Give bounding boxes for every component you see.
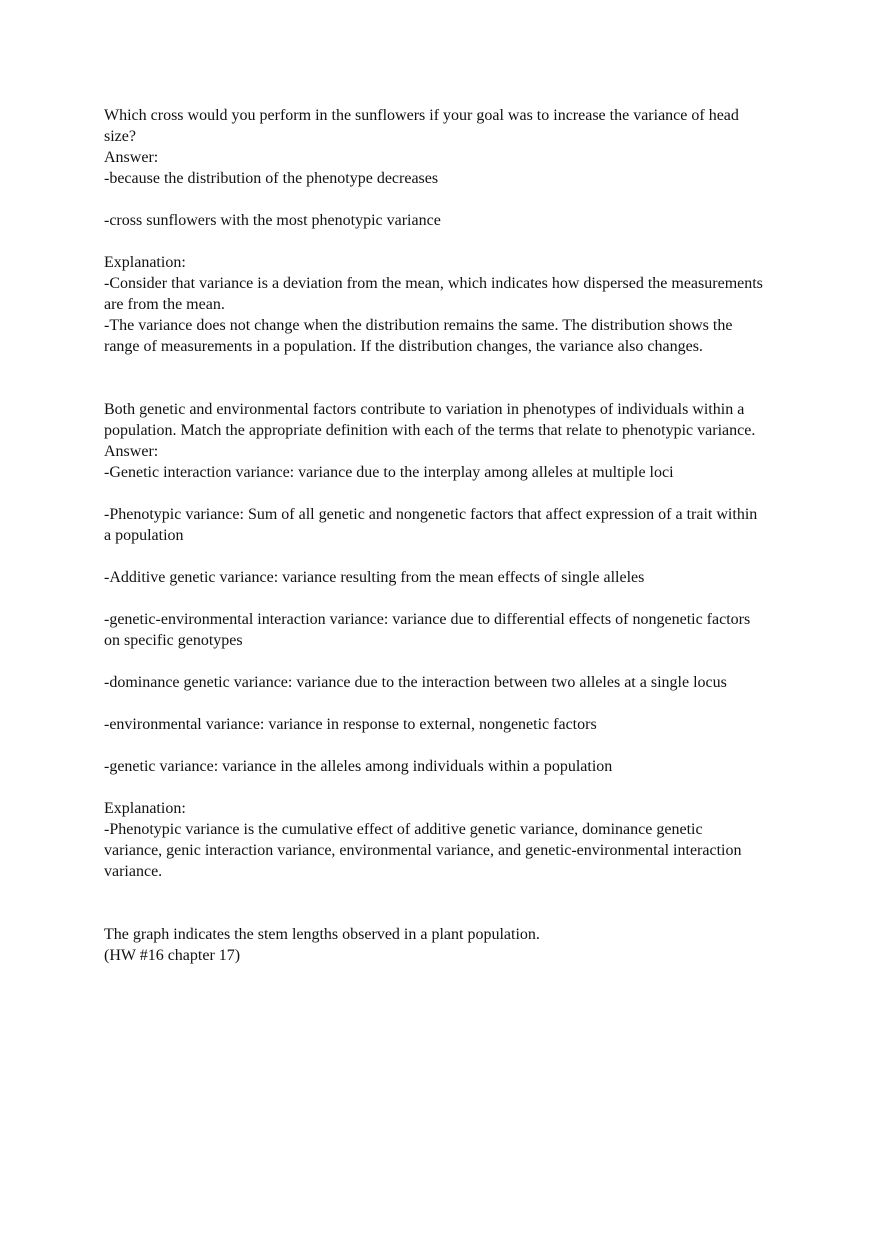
answer-item: -Phenotypic variance: Sum of all genetic and nongenetic factors that affect expression of a trait within a population <box>104 506 758 544</box>
homework-reference: (HW #16 chapter 17) <box>104 947 241 964</box>
answer-item: -environmental variance: variance in response to external, nongenetic factors <box>104 716 597 733</box>
explanation-item: -Consider that variance is a deviation from the mean, which indicates how dispersed the measurements are from the mean. <box>104 275 763 313</box>
explanation-label: Explanation: <box>104 254 186 271</box>
question-3-block <box>104 924 764 966</box>
answer-label: Answer: <box>104 149 159 166</box>
explanation-item: -Phenotypic variance is the cumulative effect of additive genetic variance, dominance genetic variance, genic interaction variance, environmental variance, and genetic-environmental interaction variance. <box>104 821 742 880</box>
question-3-text: The graph indicates the stem lengths observed in a plant population. <box>104 926 540 943</box>
answer-item: -because the distribution of the phenotype decreases <box>104 170 439 187</box>
answer-label: Answer: <box>104 443 159 460</box>
question-1-block <box>104 105 764 357</box>
answer-item: -genetic-environmental interaction variance: variance due to differential effects of nongenetic factors on specific genotypes <box>104 611 751 649</box>
document-page <box>104 105 764 966</box>
explanation-item: -The variance does not change when the distribution remains the same. The distribution shows the range of measurements in a population. If the distribution changes, the variance also changes. <box>104 317 733 355</box>
answer-item: -Genetic interaction variance: variance due to the interplay among alleles at multiple loci <box>104 464 674 481</box>
answer-item: -Additive genetic variance: variance resulting from the mean effects of single alleles <box>104 569 645 586</box>
answer-item: -genetic variance: variance in the alleles among individuals within a population <box>104 758 613 775</box>
explanation-label: Explanation: <box>104 800 186 817</box>
question-2-text: Both genetic and environmental factors contribute to variation in phenotypes of individuals within a population. Match the appropriate definition with each of the terms that relate to phenotypic variance. <box>104 401 756 439</box>
question-1-text: Which cross would you perform in the sunflowers if your goal was to increase the variance of head size? <box>104 107 739 145</box>
answer-item: -cross sunflowers with the most phenotypic variance <box>104 212 441 229</box>
question-2-block <box>104 399 764 882</box>
answer-item: -dominance genetic variance: variance due to the interaction between two alleles at a single locus <box>104 674 727 691</box>
